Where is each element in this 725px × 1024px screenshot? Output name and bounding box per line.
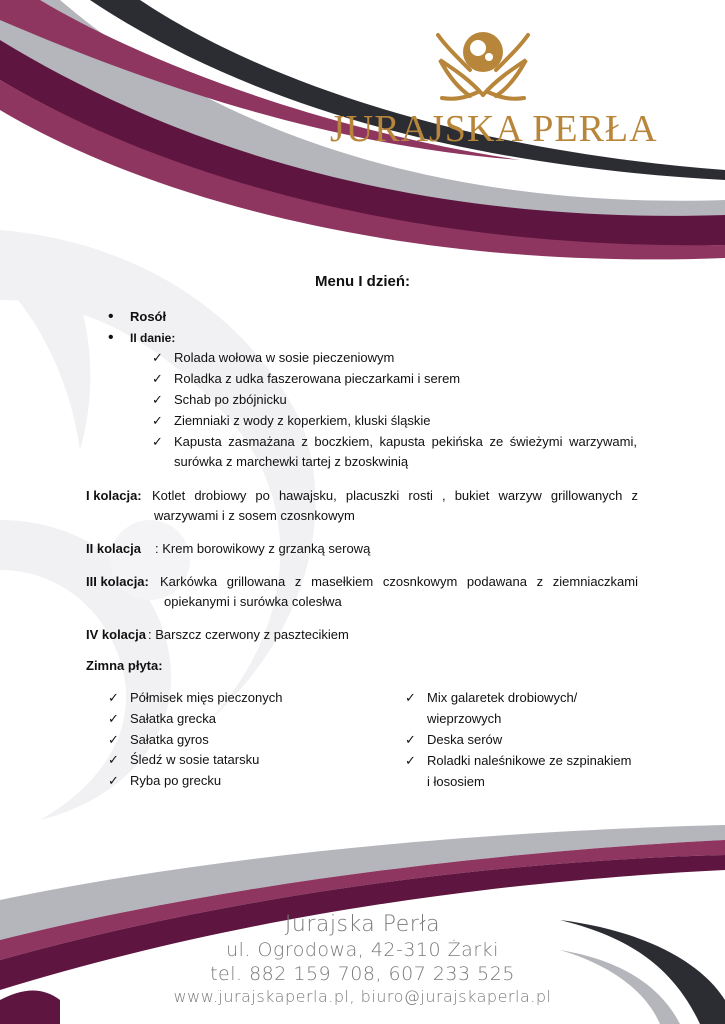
check-icon: ✓: [152, 434, 163, 449]
check-icon: ✓: [405, 732, 416, 747]
list-item: Ryba po grecku: [130, 773, 222, 788]
list-item: Roladka z udka faszerowana pieczarkami i serem: [174, 371, 461, 386]
bullet-icon: •: [108, 329, 114, 346]
menu-title: Menu I dzień:: [315, 273, 410, 290]
check-icon: ✓: [108, 711, 119, 726]
supper-label: II kolacja: [86, 541, 141, 556]
footer-phone: tel. 882 159 708, 607 233 525: [210, 963, 515, 985]
bullet-icon: •: [108, 308, 114, 325]
list-item: Ziemniaki z wody z koperkiem, kluski śląskie: [174, 413, 431, 428]
list-item: wieprzowych: [427, 711, 502, 726]
supper-label: IV kolacja: [86, 627, 146, 642]
supper-text: : Krem borowikowy z grzanką serową: [155, 541, 371, 556]
list-item: Schab po zbójnicku: [174, 392, 287, 407]
check-icon: ✓: [152, 392, 163, 407]
footer-name: Jurajska Perła: [284, 912, 441, 937]
check-icon: ✓: [152, 413, 163, 428]
footer-address: ul. Ogrodowa, 42-310 Żarki: [226, 939, 499, 961]
logo-wordmark: JURAJSKA PERŁA: [330, 108, 658, 150]
supper-text: opiekanymi i surówka colesłwa: [164, 594, 342, 609]
supper-text: warzywami i z sosem czosnkowym: [154, 508, 355, 523]
soup-item: Rosół: [130, 309, 167, 324]
cold-plate-label: Zimna płyta:: [86, 658, 163, 673]
check-icon: ✓: [108, 773, 119, 788]
list-item: Roladki naleśnikowe ze szpinakiem: [427, 753, 632, 768]
list-item: Półmisek mięs pieczonych: [130, 690, 283, 705]
check-icon: ✓: [108, 752, 119, 767]
supper-text: : Barszcz czerwony z pasztecikiem: [148, 627, 349, 642]
supper-label: III kolacja:: [86, 574, 149, 589]
check-icon: ✓: [108, 732, 119, 747]
list-item: Sałatka gyros: [130, 732, 209, 747]
list-item: surówka z marchewki tartej z bzoskwinią: [174, 454, 409, 469]
footer-web: www.jurajskaperla.pl, biuro@jurajskaperla.pl: [173, 987, 552, 1006]
check-icon: ✓: [405, 690, 416, 705]
list-item: Mix galaretek drobiowych/: [427, 690, 578, 705]
list-item: Śledź w sosie tatarsku: [130, 752, 260, 767]
supper-text: Kotlet drobiowy po hawajsku, placuszki rosti , bukiet warzyw grillowanych z: [152, 488, 638, 503]
check-icon: ✓: [152, 350, 163, 365]
list-item: Kapusta zasmażana z boczkiem, kapusta pekińska ze świeżymi warzywami,: [174, 434, 637, 449]
list-item: Deska serów: [427, 732, 503, 747]
supper-text: Karkówka grillowana z masełkiem czosnkowym podawana z ziemniaczkami: [160, 574, 638, 589]
second-course-label: II danie:: [130, 331, 176, 345]
list-item: Rolada wołowa w sosie pieczeniowym: [174, 350, 395, 365]
list-item: Sałatka grecka: [130, 711, 216, 726]
check-icon: ✓: [152, 371, 163, 386]
check-icon: ✓: [108, 690, 119, 705]
supper-label: I kolacja:: [86, 488, 142, 503]
list-item: i łososiem: [427, 774, 485, 789]
check-icon: ✓: [405, 753, 416, 768]
